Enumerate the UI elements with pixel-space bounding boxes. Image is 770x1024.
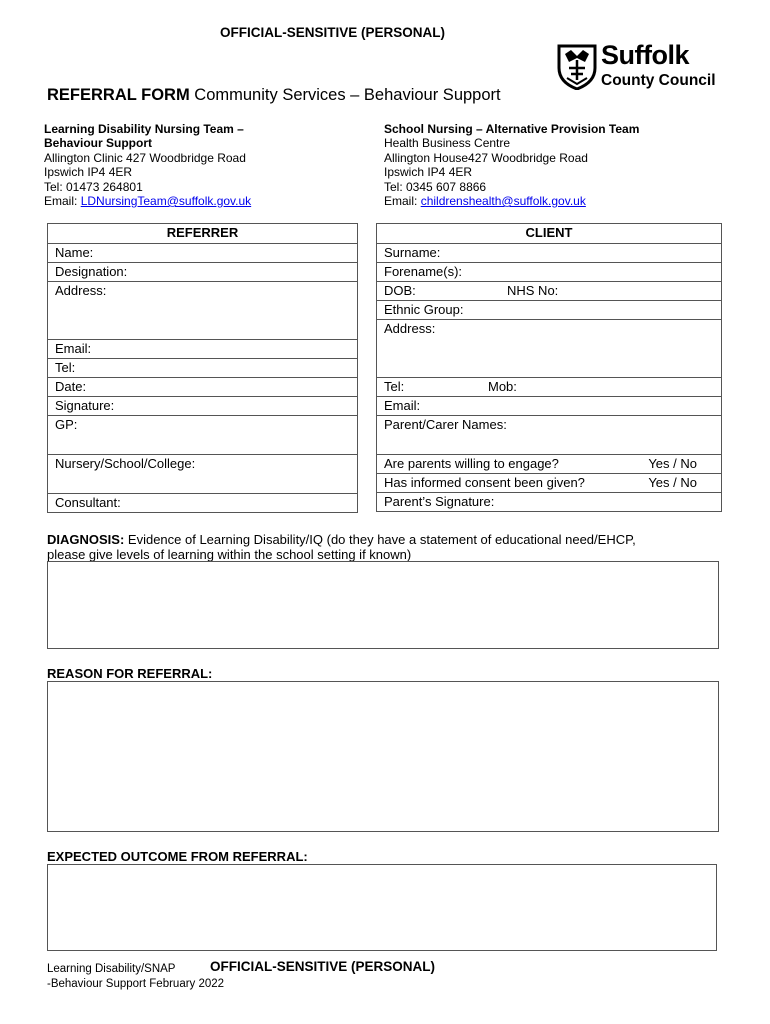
diagnosis-box[interactable]: [47, 561, 719, 649]
classification-footer: OFFICIAL-SENSITIVE (PERSONAL): [210, 959, 436, 974]
client-engage-label: Are parents willing to engage?: [384, 456, 559, 471]
contact-left-tel: Tel: 01473 264801: [44, 179, 143, 194]
client-parent-names-field[interactable]: Parent/Carer Names:: [377, 416, 722, 455]
client-tel-mob-field[interactable]: [377, 378, 722, 397]
outcome-label: EXPECTED OUTCOME FROM REFERRAL:: [47, 849, 308, 864]
referrer-consultant-field[interactable]: Consultant:: [48, 494, 358, 513]
classification-header: OFFICIAL-SENSITIVE (PERSONAL): [220, 25, 446, 40]
client-dob-label: DOB:: [384, 283, 416, 298]
footer-line1: Learning Disability/SNAP: [47, 963, 176, 975]
client-table: [376, 223, 722, 512]
client-tel-label: Tel:: [384, 379, 405, 394]
footer-left: [47, 962, 224, 992]
contact-right: [384, 122, 639, 208]
page-title: [47, 86, 501, 105]
contact-right-line1: Health Business Centre: [384, 136, 511, 151]
title-main: REFERRAL FORM: [47, 86, 190, 104]
referrer-date-field[interactable]: Date:: [48, 378, 358, 397]
suffolk-logo: [557, 40, 727, 94]
referrer-tel-field[interactable]: Tel:: [48, 359, 358, 378]
referrer-address-field[interactable]: Address:: [48, 282, 358, 340]
contact-right-tel: Tel: 0345 607 8866: [384, 179, 487, 194]
diagnosis-text: Evidence of Learning Disability/IQ (do they have a statement of educational need/EHCP,: [124, 532, 636, 547]
contact-left: [44, 122, 251, 208]
client-engage-field[interactable]: [377, 455, 722, 474]
footer-line2: -Behaviour Support February 2022: [47, 978, 225, 990]
contact-right-line2: Allington House427 Woodbridge Road: [384, 150, 588, 165]
referrer-designation-field[interactable]: Designation:: [48, 263, 358, 282]
client-dob-nhs-field[interactable]: [377, 282, 722, 301]
client-forenames-field[interactable]: Forename(s):: [377, 263, 722, 282]
reason-label: REASON FOR REFERRAL:: [47, 666, 213, 681]
diagnosis-text2: please give levels of learning within the school setting if known): [47, 547, 412, 562]
referrer-table: [47, 223, 358, 513]
crest-icon: [557, 44, 597, 90]
title-sub: Community Services – Behaviour Support: [194, 86, 501, 104]
contact-left-line1: Allington Clinic 427 Woodbridge Road: [44, 150, 246, 165]
client-nhs-label: NHS No:: [507, 283, 559, 298]
diagnosis-label: DIAGNOSIS:: [47, 532, 125, 547]
logo-text-suffolk: Suffolk: [601, 40, 689, 70]
contact-left-email-link[interactable]: LDNursingTeam@suffolk.gov.uk: [80, 194, 252, 209]
contact-left-email-label: Email:: [44, 194, 81, 209]
client-parent-signature-field[interactable]: Parent’s Signature:: [377, 493, 722, 512]
referrer-email-field[interactable]: Email:: [48, 340, 358, 359]
client-surname-field[interactable]: Surname:: [377, 244, 722, 263]
reason-box[interactable]: [47, 681, 719, 832]
contact-left-line2: Ipswich IP4 4ER: [44, 165, 133, 180]
contact-left-heading2: Behaviour Support: [44, 136, 153, 151]
client-address-field[interactable]: Address:: [377, 320, 722, 378]
contact-right-line3: Ipswich IP4 4ER: [384, 165, 473, 180]
contact-left-heading1: Learning Disability Nursing Team –: [44, 122, 244, 136]
referrer-signature-field[interactable]: Signature:: [48, 397, 358, 416]
contact-right-heading1: School Nursing – Alternative Provision Team: [384, 122, 640, 136]
outcome-heading: [47, 849, 308, 864]
logo-text-council: County Council: [601, 72, 716, 89]
diagnosis-heading: [47, 532, 719, 562]
referrer-name-field[interactable]: Name:: [48, 244, 358, 263]
contact-right-email-label: Email:: [384, 194, 421, 209]
client-consent-yes-no[interactable]: Yes / No: [648, 475, 697, 490]
outcome-box[interactable]: [47, 864, 717, 951]
client-ethnic-field[interactable]: Ethnic Group:: [377, 301, 722, 320]
client-consent-field[interactable]: [377, 474, 722, 493]
contact-right-email-link[interactable]: childrenshealth@suffolk.gov.uk: [420, 194, 586, 209]
client-heading: CLIENT: [377, 224, 722, 244]
referrer-heading: REFERRER: [48, 224, 358, 244]
client-consent-label: Has informed consent been given?: [384, 475, 585, 490]
client-engage-yes-no[interactable]: Yes / No: [648, 456, 697, 471]
referrer-nursery-field[interactable]: Nursery/School/College:: [48, 455, 358, 494]
reason-heading: [47, 666, 212, 681]
client-email-field[interactable]: Email:: [377, 397, 722, 416]
referrer-gp-field[interactable]: GP:: [48, 416, 358, 455]
client-mob-label: Mob:: [488, 379, 517, 394]
